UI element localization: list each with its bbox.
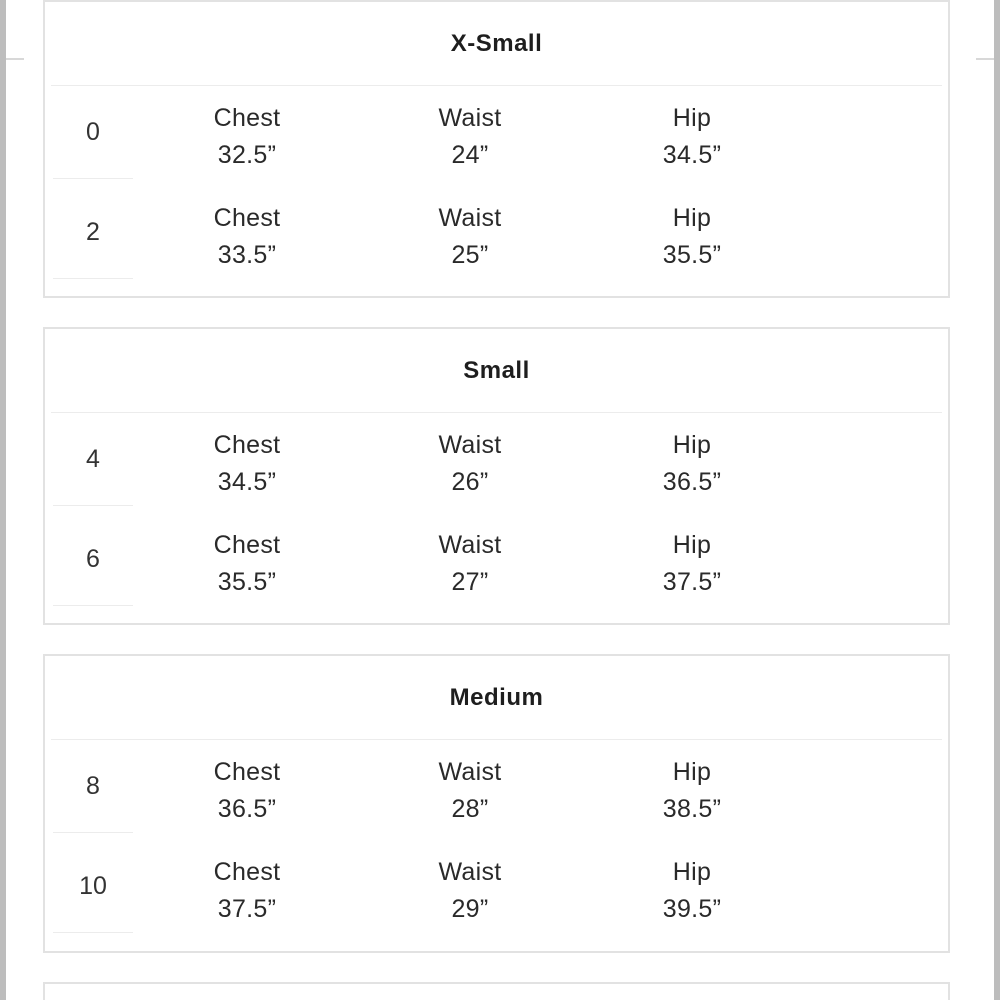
size-group-card-medium	[43, 654, 950, 953]
chest-label: Chest	[213, 758, 281, 786]
chest-value: 35.5”	[217, 568, 277, 596]
waist-value: 27”	[451, 568, 489, 596]
size-group-card-next-partial	[43, 982, 950, 1000]
chest-measurement	[167, 754, 327, 828]
chest-measurement	[167, 100, 327, 174]
hip-value: 39.5”	[662, 895, 722, 923]
hip-measurement	[612, 527, 772, 601]
chest-label: Chest	[213, 431, 281, 459]
hip-value: 37.5”	[662, 568, 722, 596]
waist-label: Waist	[438, 204, 502, 232]
hip-label: Hip	[672, 204, 712, 232]
chest-measurement	[167, 200, 327, 274]
hip-measurement	[612, 200, 772, 274]
waist-measurement	[390, 427, 550, 501]
waist-measurement	[390, 200, 550, 274]
size-number: 8	[53, 740, 133, 833]
hip-measurement	[612, 754, 772, 828]
waist-value: 24”	[451, 141, 489, 169]
chest-measurement	[167, 427, 327, 501]
chest-value: 36.5”	[217, 795, 277, 823]
hip-label: Hip	[672, 758, 712, 786]
waist-value: 29”	[451, 895, 489, 923]
hip-value: 34.5”	[662, 141, 722, 169]
size-number: 0	[53, 86, 133, 179]
chest-label: Chest	[213, 531, 281, 559]
size-group-title: X-Small	[51, 2, 942, 86]
size-number: 10	[53, 840, 133, 933]
size-number: 2	[53, 186, 133, 279]
chest-value: 32.5”	[217, 141, 277, 169]
chest-label: Chest	[213, 204, 281, 232]
hip-label: Hip	[672, 431, 712, 459]
size-row	[45, 86, 948, 186]
size-row	[45, 840, 948, 940]
hip-value: 38.5”	[662, 795, 722, 823]
size-group-title: Medium	[51, 656, 942, 740]
waist-label: Waist	[438, 531, 502, 559]
hip-measurement	[612, 100, 772, 174]
chest-measurement	[167, 527, 327, 601]
window-frame-left	[0, 0, 6, 1000]
chest-label: Chest	[213, 858, 281, 886]
waist-value: 26”	[451, 468, 489, 496]
waist-value: 25”	[451, 241, 489, 269]
hip-value: 35.5”	[662, 241, 722, 269]
chest-measurement	[167, 854, 327, 928]
size-row	[45, 413, 948, 513]
chest-value: 33.5”	[217, 241, 277, 269]
waist-value: 28”	[451, 795, 489, 823]
chest-value: 37.5”	[217, 895, 277, 923]
waist-measurement	[390, 754, 550, 828]
waist-measurement	[390, 100, 550, 174]
frame-divider-left	[6, 58, 24, 60]
hip-label: Hip	[672, 858, 712, 886]
hip-value: 36.5”	[662, 468, 722, 496]
waist-label: Waist	[438, 104, 502, 132]
waist-label: Waist	[438, 858, 502, 886]
window-frame-right	[994, 0, 1000, 1000]
hip-measurement	[612, 427, 772, 501]
size-number: 6	[53, 513, 133, 606]
size-number: 4	[53, 413, 133, 506]
frame-divider-right	[976, 58, 994, 60]
chest-label: Chest	[213, 104, 281, 132]
hip-measurement	[612, 854, 772, 928]
hip-label: Hip	[672, 531, 712, 559]
size-group-title: Small	[51, 329, 942, 413]
chest-value: 34.5”	[217, 468, 277, 496]
waist-label: Waist	[438, 758, 502, 786]
size-row	[45, 513, 948, 613]
waist-measurement	[390, 527, 550, 601]
waist-label: Waist	[438, 431, 502, 459]
size-row	[45, 186, 948, 286]
hip-label: Hip	[672, 104, 712, 132]
size-row	[45, 740, 948, 840]
size-group-card-small	[43, 327, 950, 625]
size-group-card-x-small	[43, 0, 950, 298]
waist-measurement	[390, 854, 550, 928]
